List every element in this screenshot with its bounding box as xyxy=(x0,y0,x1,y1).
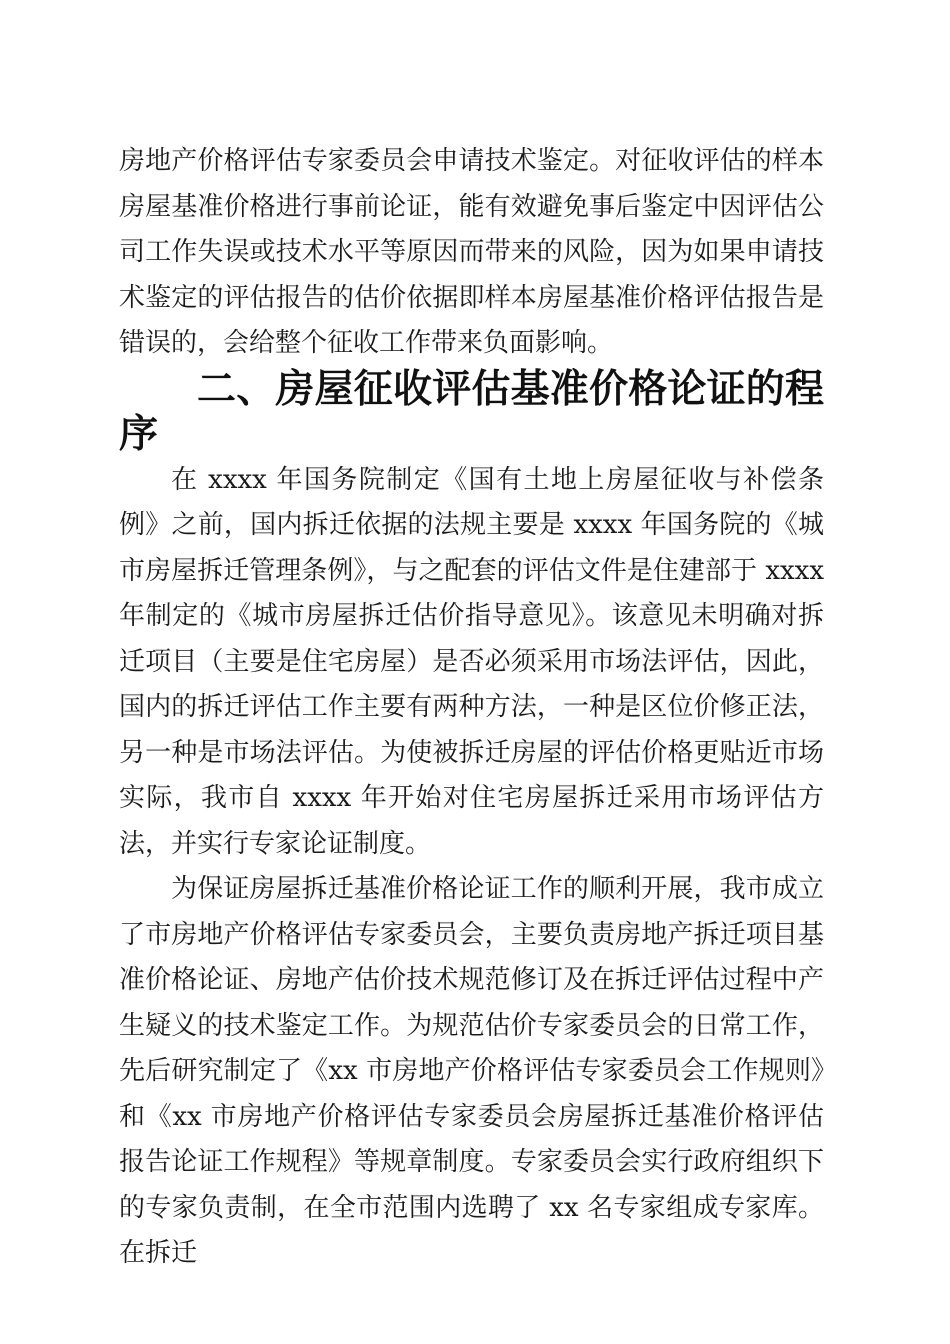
paragraph-history: 在 xxxx 年国务院制定《国有土地上房屋征收与补偿条例》之前，国内拆迁依据的法规主要是 xxxx 年国务院的《城市房屋拆迁管理条例》，与之配套的评估文件是住建部于 xxxx 年制定的《城市房屋拆迁估价指导意见》。该意见未明确对拆迁项目（主要是住宅房屋）是否必须采用市场法评估，因此，国内的拆迁评估工作主要有两种方法，一种是区位价修正法，另一种是市场法评估。为使被拆迁房屋的评估价格更贴近市场实际，我市自 xxxx 年开始对住宅房屋拆迁采用市场评估方法，并实行专家论证制度。 xyxy=(119,464,824,859)
paragraph-committee: 为保证房屋拆迁基准价格论证工作的顺利开展，我市成立了市房地产价格评估专家委员会，主要负责房地产拆迁项目基准价格论证、房地产估价技术规范修订及在拆迁评估过程中产生疑义的技术鉴定工作。为规范估价专家委员会的日常工作，先后研究制定了《xx 市房地产价格评估专家委员会工作规则》和《xx 市房地产价格评估专家委员会房屋拆迁基准价格评估报告论证工作规程》等规章制度。专家委员会实行政府组织下的专家负责制，在全市范围内选聘了 xx 名专家组成专家库。在拆迁 xyxy=(119,874,824,1268)
paragraph-continuation: 房地产价格评估专家委员会申请技术鉴定。对征收评估的样本房屋基准价格进行事前论证，能有效避免事后鉴定中因评估公司工作失误或技术水平等原因而带来的风险，因为如果申请技术鉴定的评估报告的估价依据即样本房屋基准价格评估报告是错误的，会给整个征收工作带来负面影响。 xyxy=(119,146,824,358)
document-body xyxy=(119,139,824,1277)
section-heading: 二、房屋征收评估基准价格论证的程序 xyxy=(119,366,824,457)
